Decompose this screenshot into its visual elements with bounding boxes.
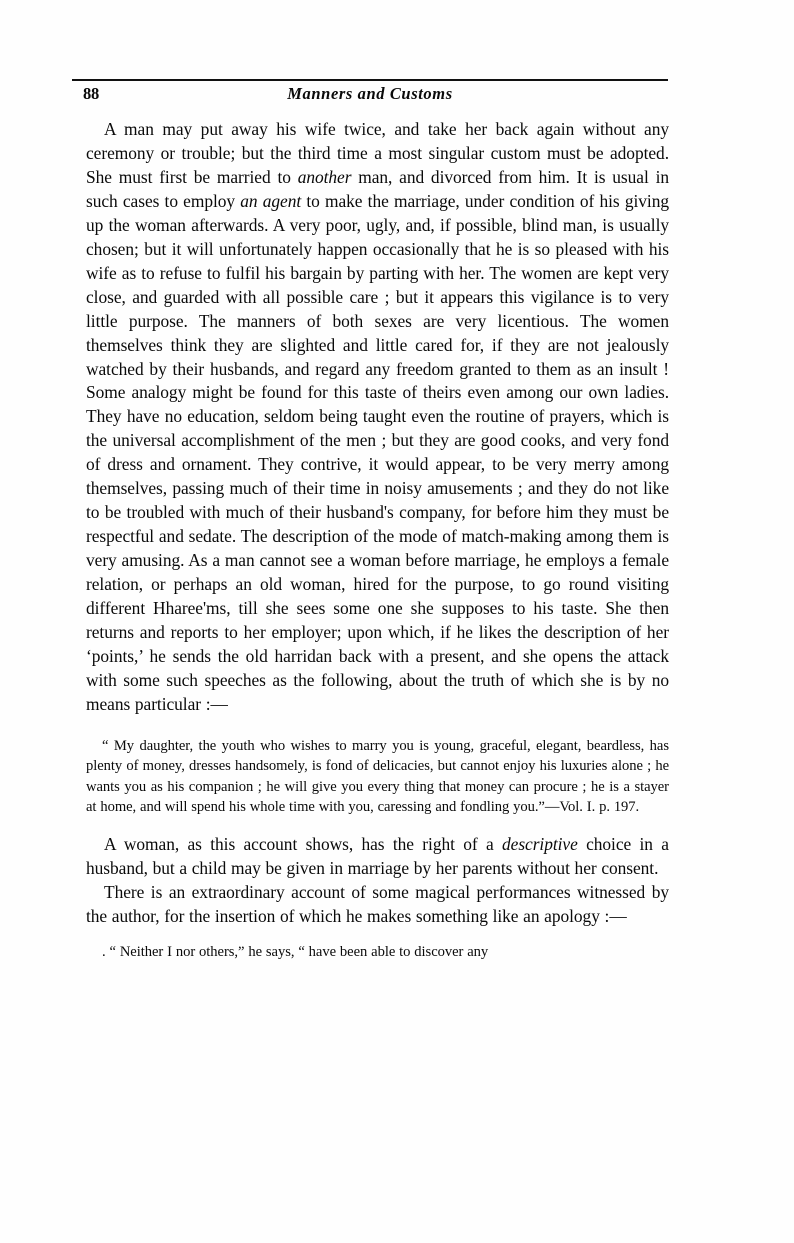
- paragraph-2: [86, 833, 669, 881]
- page-number: 88: [83, 84, 100, 103]
- paragraph-1-seg-1: A man may put away his wife twice, and take her back again without any ceremony or trouble; but the third time a most singular custom must be adopted. She must first be married to: [86, 119, 669, 187]
- paragraph-1: [86, 118, 669, 717]
- running-title: Manners and Customs: [287, 84, 453, 103]
- paragraph-3: There is an extraordinary account of some magical performances witnessed by the author, for the insertion of which he makes something like an apology :—: [86, 882, 669, 927]
- spacer-after-quote-1: [86, 817, 669, 833]
- spacer-after-paragraph-3: [86, 929, 669, 942]
- header-rule: [72, 79, 668, 81]
- paragraph-2-seg-1: A woman, as this account shows, has the right of a: [104, 834, 502, 855]
- spacer-after-paragraph-1: [86, 717, 669, 736]
- running-head: [72, 84, 668, 108]
- paragraph-1-italic-another: another: [297, 166, 352, 187]
- paragraph-1-italic-an-agent: an agent: [240, 190, 302, 211]
- text-block: [86, 118, 669, 963]
- block-quote-2: . “ Neither I nor others,” he says, “ have been able to discover any: [102, 944, 489, 961]
- paragraph-2-italic-descriptive: descriptive: [502, 834, 578, 855]
- block-quote-1: “ My daughter, the youth who wishes to marry you is young, graceful, elegant, beardless, has plenty of money, dresses handsomely, is fond of delicacies, but cannot enjoy his luxuries alone ; he wants you as his companion ; he will give you every thing that money can procure ; he is a stayer at home, and will spend his whole time with you, caressing and fondling you.”—Vol. I. p. 197.: [86, 737, 669, 816]
- paragraph-2-seg-2: choice in a husband, but a child may be given in marriage by her parents without her consent.: [86, 834, 669, 879]
- paragraph-1-seg-2: man, and divorced from him. It is usual in such cases to employ: [86, 166, 669, 211]
- paragraph-1-seg-3: to make the marriage, under condition of his giving up the woman afterwards. A very poor, ugly, and, if possible, blind man, is usually chosen; but it will unfortunately happen occasionally that he is so pleased with his wife as to refuse to fulfil his bargain by parting with her. The women are kept very close, and guarded with all possible care ; but it appears this vigilance is to very little purpose. The manners of both sexes are very licentious. The women themselves think they are slighted and little cared for, if they are not jealously watched by their husbands, and regard any freedom granted to them as an insult ! Some analogy might be found for this taste of theirs even among our own ladies. They have no education, seldom being taught even the routine of prayers, which is the universal accomplishment of the men ; but they are good cooks, and very fond of dress and ornament. They contrive, it would appear, to be very merry among themselves, passing much of their time in noisy amusements ; and they do not like to be troubled with much of their husband's company, for before him they must be respectful and sedate. The description of the mode of match-making among them is very amusing. As a man cannot see a woman before marriage, he employs a female relation, or perhaps an old woman, hired for the purpose, to go round visiting different Hharee'ms, till she sees some one she supposes to his taste. She then returns and reports to her employer; upon which, if he likes the description of her ‘points,’ he sends the old harridan back with a present, and she opens the attack with some such speeches as the following, about the truth of which she is by no means particular :—: [86, 190, 670, 714]
